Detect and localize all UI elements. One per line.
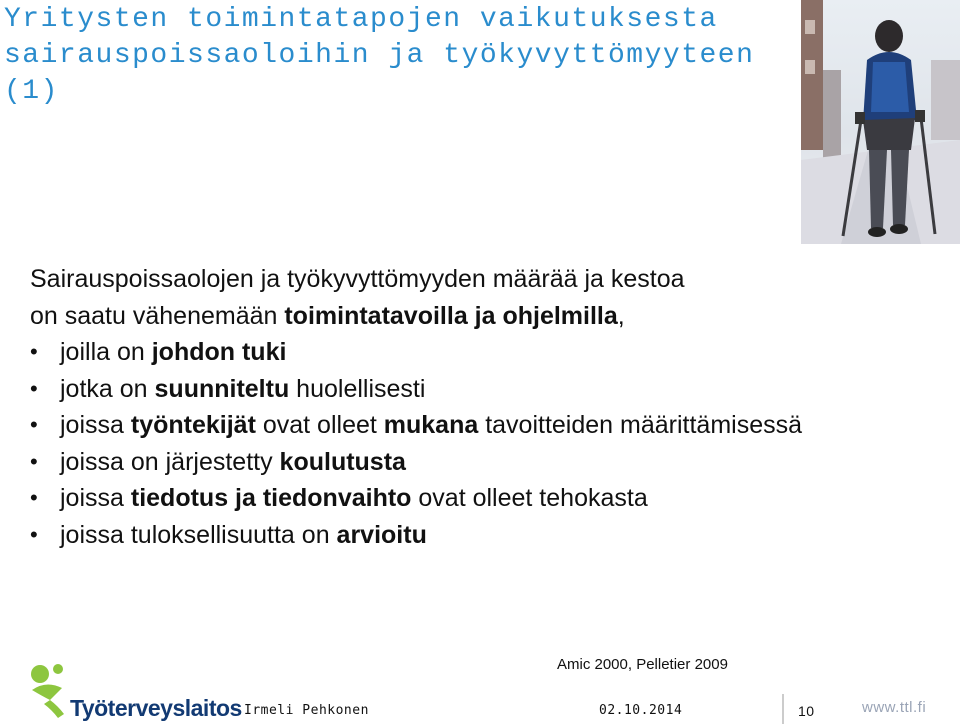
bullet-text: joissa on järjestetty (60, 447, 280, 476)
bullet-text: joissa tuloksellisuutta on (60, 520, 337, 549)
intro-plain: on saatu vähenemään (30, 301, 285, 330)
bullet-text: tavoitteiden määrittämisessä (478, 411, 803, 439)
list-item (30, 444, 930, 481)
bullet-bold: johdon tuki (151, 338, 287, 366)
intro-line-2 (30, 298, 930, 335)
list-item (30, 334, 930, 371)
bullet-text: huolellisesti (289, 374, 426, 403)
list-item (30, 480, 930, 517)
bullet-text: ovat olleet tehokasta (411, 484, 648, 512)
slide-body (30, 261, 930, 553)
bullet-bold: arvioitu (336, 520, 427, 549)
bullet-bold: työntekijät (130, 411, 256, 439)
reference-citation: Amic 2000, Pelletier 2009 (557, 656, 728, 673)
list-item (30, 407, 930, 444)
bullet-text: joissa (60, 411, 131, 439)
footer-website-link[interactable]: www.ttl.fi (862, 699, 927, 716)
logo-wordmark: Työterveyslaitos (70, 695, 242, 721)
bullet-text: joissa (60, 484, 131, 512)
bullet-text: jotka on (60, 374, 155, 403)
bullet-list (30, 334, 930, 553)
footer-date: 02.10.2014 (599, 703, 683, 718)
footer-author: Irmeli Pehkonen (244, 703, 369, 718)
slide-title: Yritysten toimintatapojen vaikutuksesta sairauspoissaoloihin ja työkyvyttömyyteen (1) (4, 4, 755, 107)
footer-divider (782, 694, 784, 724)
bullet-bold: tiedotus ja tiedonvaihto (130, 484, 412, 512)
list-item (30, 371, 930, 408)
intro-bold: toimintatavoilla ja ohjelmilla (284, 301, 618, 330)
person-with-crutches-photo (801, 0, 960, 244)
bullet-bold: koulutusta (279, 447, 406, 476)
bullet-bold: mukana (383, 411, 479, 439)
bullet-text: ovat olleet (255, 411, 384, 439)
list-item (30, 517, 930, 554)
bullet-bold: suunniteltu (154, 374, 290, 403)
page-number: 10 (798, 703, 815, 719)
bullet-text: joilla on (60, 338, 152, 366)
intro-line-1: Sairauspoissaolojen ja työkyvyttömyyden määrää ja kestoa (30, 265, 685, 293)
intro-end: , (617, 301, 625, 330)
